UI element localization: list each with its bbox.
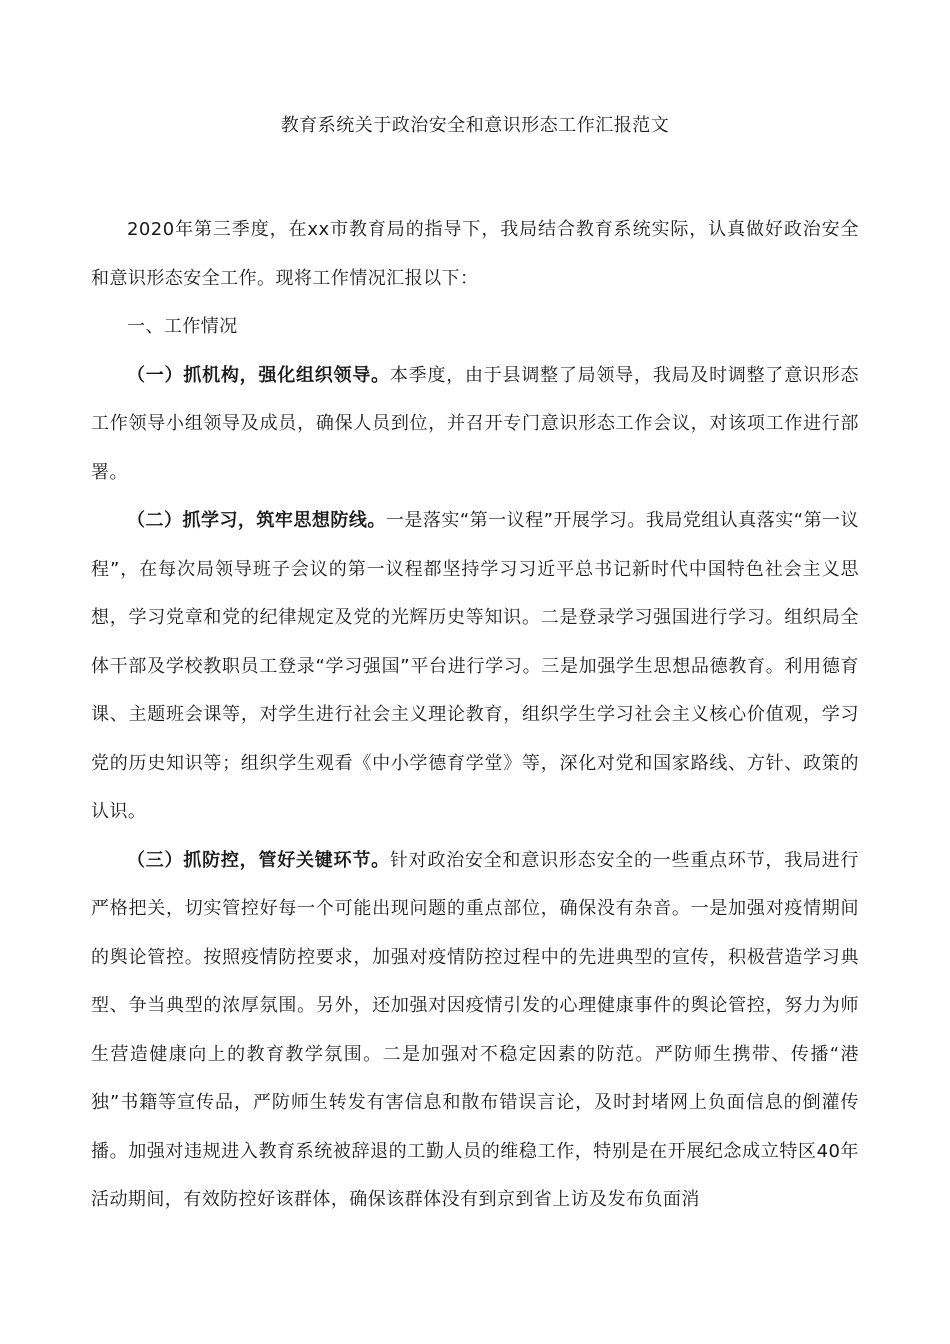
item-one-text: 本季度，由于县调整了局领导，我局及时调整了意识形态工作领导小组领导及成员，确保人员到位，并召开专门意识形态工作会议，对该项工作进行部署。 <box>91 364 859 483</box>
paragraph-item-three <box>91 837 859 1225</box>
document-title: 教育系统关于政治安全和意识形态工作汇报范文 <box>280 115 670 136</box>
document-body <box>91 206 859 1225</box>
paragraph-item-two <box>91 497 859 837</box>
paragraph-item-one <box>91 352 859 498</box>
item-two-heading: （二）抓学习，筑牢思想防线。 <box>127 510 386 531</box>
item-three-heading: （三）抓防控，管好关键环节。 <box>127 849 390 871</box>
section-heading-work-status: 一、工作情况 <box>127 316 238 337</box>
intro-paragraph: 2020年第三季度，在xx市教育局的指导下，我局结合教育系统实际，认真做好政治安全和意识形态安全工作。现将工作情况汇报以下： <box>91 219 859 289</box>
item-three-text: 针对政治安全和意识形态安全的一些重点环节，我局进行严格把关，切实管控好每一个可能出现问题的重点部位，确保没有杂音。一是加强对疫情期间的舆论管控。按照疫情防控要求，加强对疫情防控过程中的先进典型的宣传，积极营造学习典型、争当典型的浓厚氛围。另外，还加强对因疫情引发的心理健康事件的舆论管控，努力为师生营造健康向上的教育教学氛围。二是加强对不稳定因素的防范。严防师生携带、传播“港独”书籍等宣传品，严防师生转发有害信息和散布错误言论，及时封堵网上负面信息的倒灌传播。加强对违规进入教育系统被辞退的工勤人员的维稳工作，特别是在开展纪念成立特区40年活动期间，有效防控好该群体，确保该群体没有到京到省上访及发布负面消 <box>91 849 859 1210</box>
item-one-heading: （一）抓机构，强化组织领导。 <box>127 364 390 386</box>
item-two-text: 一是落实“第一议程”开展学习。我局党组认真落实“第一议程”，在每次局领导班子会议的第一议程都坚持学习习近平总书记新时代中国特色社会主义思想，学习党章和党的纪律规定及党的光辉历史等知识。二是登录学习强国进行学习。组织局全体干部及学校教职员工登录“学习强国”平台进行学习。三是加强学生思想品德教育。利用德育课、主题班会课等，对学生进行社会主义理论教育，组织学生学习社会主义核心价值观，学习党的历史知识等；组织学生观看《中小学德育学堂》等，深化对党和国家路线、方针、政策的认识。 <box>91 510 859 822</box>
